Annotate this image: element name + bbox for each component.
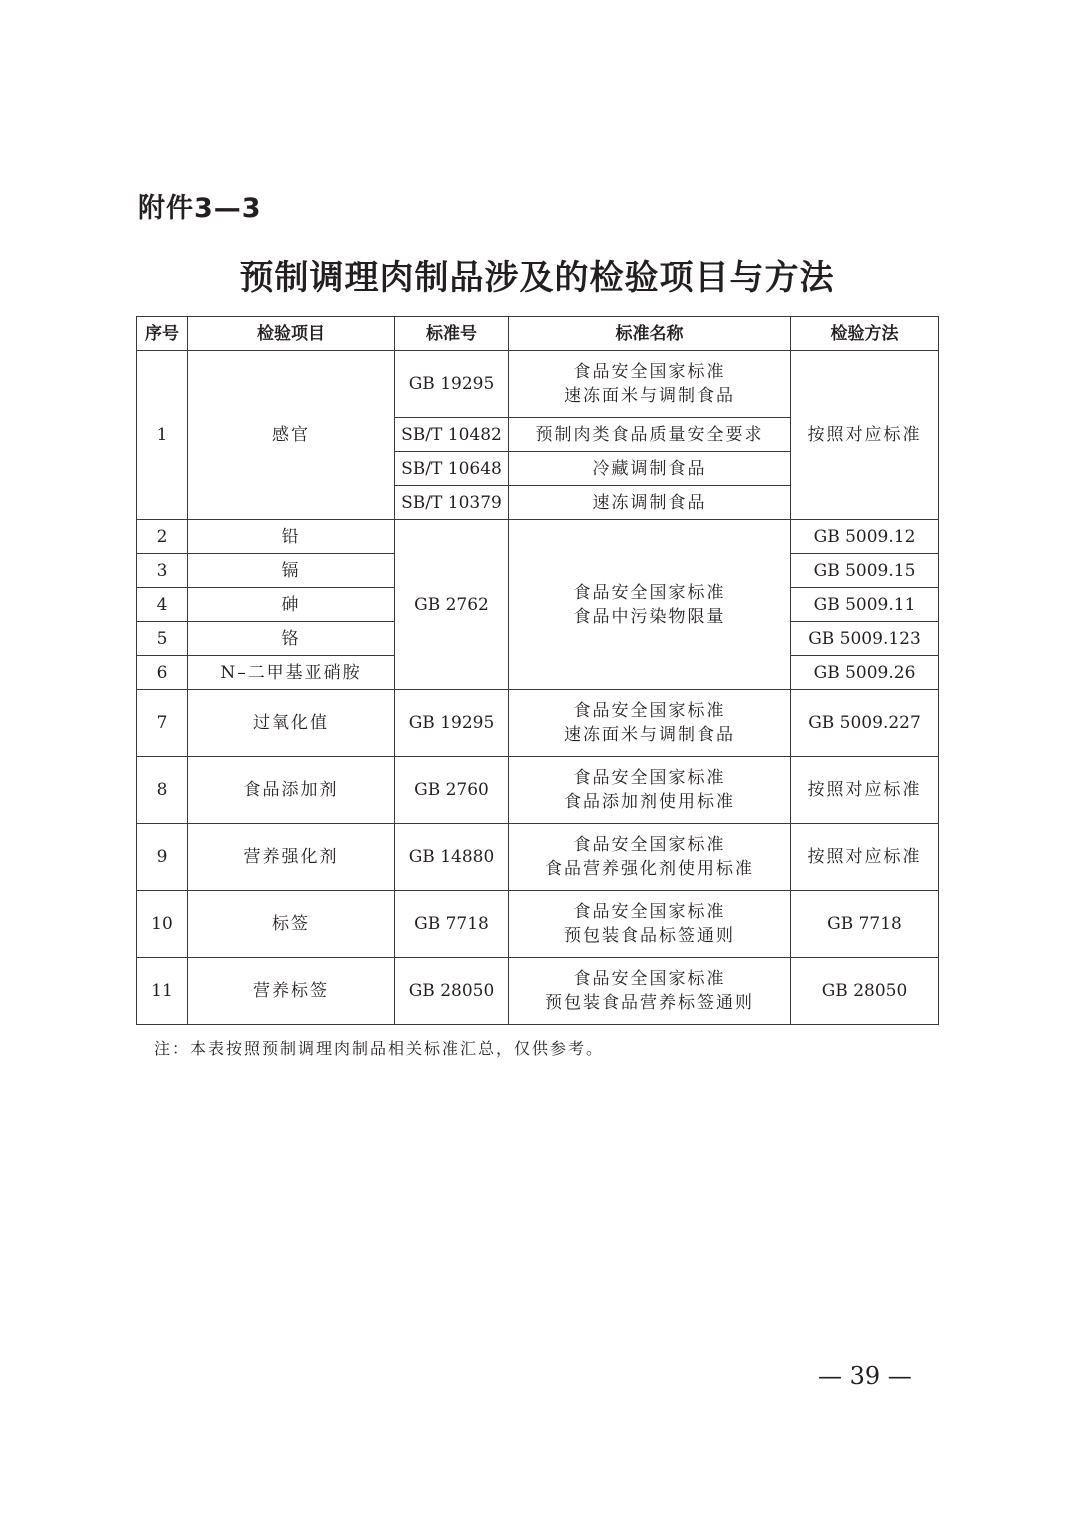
inspection-table: [136, 316, 939, 1025]
cell-std-name: [509, 690, 791, 757]
header-item: 检验项目: [188, 317, 395, 351]
cell-std: SB/T 10482: [395, 418, 509, 452]
cell-method: GB 28050: [791, 958, 939, 1025]
cell-item: 食品添加剂: [188, 757, 395, 824]
header-std: 标准号: [395, 317, 509, 351]
table-header-row: [137, 317, 939, 351]
header-std-name: 标准名称: [509, 317, 791, 351]
table-row: [137, 757, 939, 824]
cell-item: 铬: [188, 622, 395, 656]
cell-std: GB 14880: [395, 824, 509, 891]
table-row: [137, 824, 939, 891]
header-no: 序号: [137, 317, 188, 351]
cell-std-name: [509, 891, 791, 958]
cell-std: GB 7718: [395, 891, 509, 958]
std-name-line: 食品安全国家标准: [573, 582, 726, 603]
std-name-line: 食品添加剂使用标准: [564, 792, 735, 812]
std-name-line: 食品安全国家标准: [573, 701, 726, 721]
cell-std-name: [509, 824, 791, 891]
cell-std: GB 19295: [395, 351, 509, 418]
attachment-label: 附件3—3: [138, 193, 262, 224]
cell-no: 10: [137, 891, 188, 958]
std-name-line: 食品安全国家标准: [573, 969, 726, 989]
std-name-line: 速冻面米与调制食品: [564, 725, 735, 745]
cell-item: 营养标签: [188, 958, 395, 1025]
cell-item: 镉: [188, 554, 395, 588]
std-name-line: 食品安全国家标准: [573, 902, 726, 922]
std-name-line: 食品中污染物限量: [573, 606, 726, 627]
std-name-line: 预包装食品标签通则: [564, 926, 735, 946]
cell-std: SB/T 10379: [395, 486, 509, 520]
table-row: [137, 891, 939, 958]
cell-std: GB 2760: [395, 757, 509, 824]
cell-item: N–二甲基亚硝胺: [188, 656, 395, 690]
table-note: 注：本表按照预制调理肉制品相关标准汇总，仅供参考。: [154, 1039, 605, 1058]
cell-method: GB 5009.227: [791, 690, 939, 757]
cell-method: GB 5009.123: [791, 622, 939, 656]
cell-method: GB 5009.11: [791, 588, 939, 622]
cell-method: GB 5009.26: [791, 656, 939, 690]
cell-std: GB 19295: [395, 690, 509, 757]
cell-no: 8: [137, 757, 188, 824]
cell-std-name: [509, 351, 791, 418]
cell-item: 营养强化剂: [188, 824, 395, 891]
cell-method: GB 5009.15: [791, 554, 939, 588]
cell-no: 1: [137, 351, 188, 520]
cell-std: GB 28050: [395, 958, 509, 1025]
cell-std-name: 冷藏调制食品: [509, 452, 791, 486]
page-number: — 39 —: [818, 1362, 912, 1390]
table-row: [137, 958, 939, 1025]
cell-std-name: [509, 757, 791, 824]
cell-method: GB 5009.12: [791, 520, 939, 554]
cell-no: 6: [137, 656, 188, 690]
cell-std-name: 预制肉类食品质量安全要求: [509, 418, 791, 452]
cell-no: 5: [137, 622, 188, 656]
cell-std: GB 2762: [395, 520, 509, 690]
cell-method: GB 7718: [791, 891, 939, 958]
std-name-line: 食品安全国家标准: [573, 768, 726, 788]
page-title: 预制调理肉制品涉及的检验项目与方法: [239, 258, 835, 298]
cell-no: 2: [137, 520, 188, 554]
cell-no: 9: [137, 824, 188, 891]
cell-method: 按照对应标准: [791, 351, 939, 520]
cell-no: 4: [137, 588, 188, 622]
cell-no: 11: [137, 958, 188, 1025]
cell-item: 感官: [188, 351, 395, 520]
cell-std-name: [509, 520, 791, 690]
table-row: [137, 351, 939, 418]
cell-item: 砷: [188, 588, 395, 622]
cell-no: 7: [137, 690, 188, 757]
cell-std-name: [509, 958, 791, 1025]
cell-std: SB/T 10648: [395, 452, 509, 486]
header-method: 检验方法: [791, 317, 939, 351]
cell-method: 按照对应标准: [791, 757, 939, 824]
std-name-line: 食品安全国家标准: [573, 362, 726, 382]
cell-item: 过氧化值: [188, 690, 395, 757]
cell-item: 标签: [188, 891, 395, 958]
std-name-line: 食品安全国家标准: [573, 835, 726, 855]
std-name-line: 速冻面米与调制食品: [564, 386, 735, 406]
cell-method: 按照对应标准: [791, 824, 939, 891]
cell-item: 铅: [188, 520, 395, 554]
table-row: [137, 520, 939, 554]
std-name-line: 食品营养强化剂使用标准: [545, 859, 754, 879]
cell-no: 3: [137, 554, 188, 588]
table-row: [137, 690, 939, 757]
std-name-line: 预包装食品营养标签通则: [545, 993, 754, 1013]
cell-std-name: 速冻调制食品: [509, 486, 791, 520]
